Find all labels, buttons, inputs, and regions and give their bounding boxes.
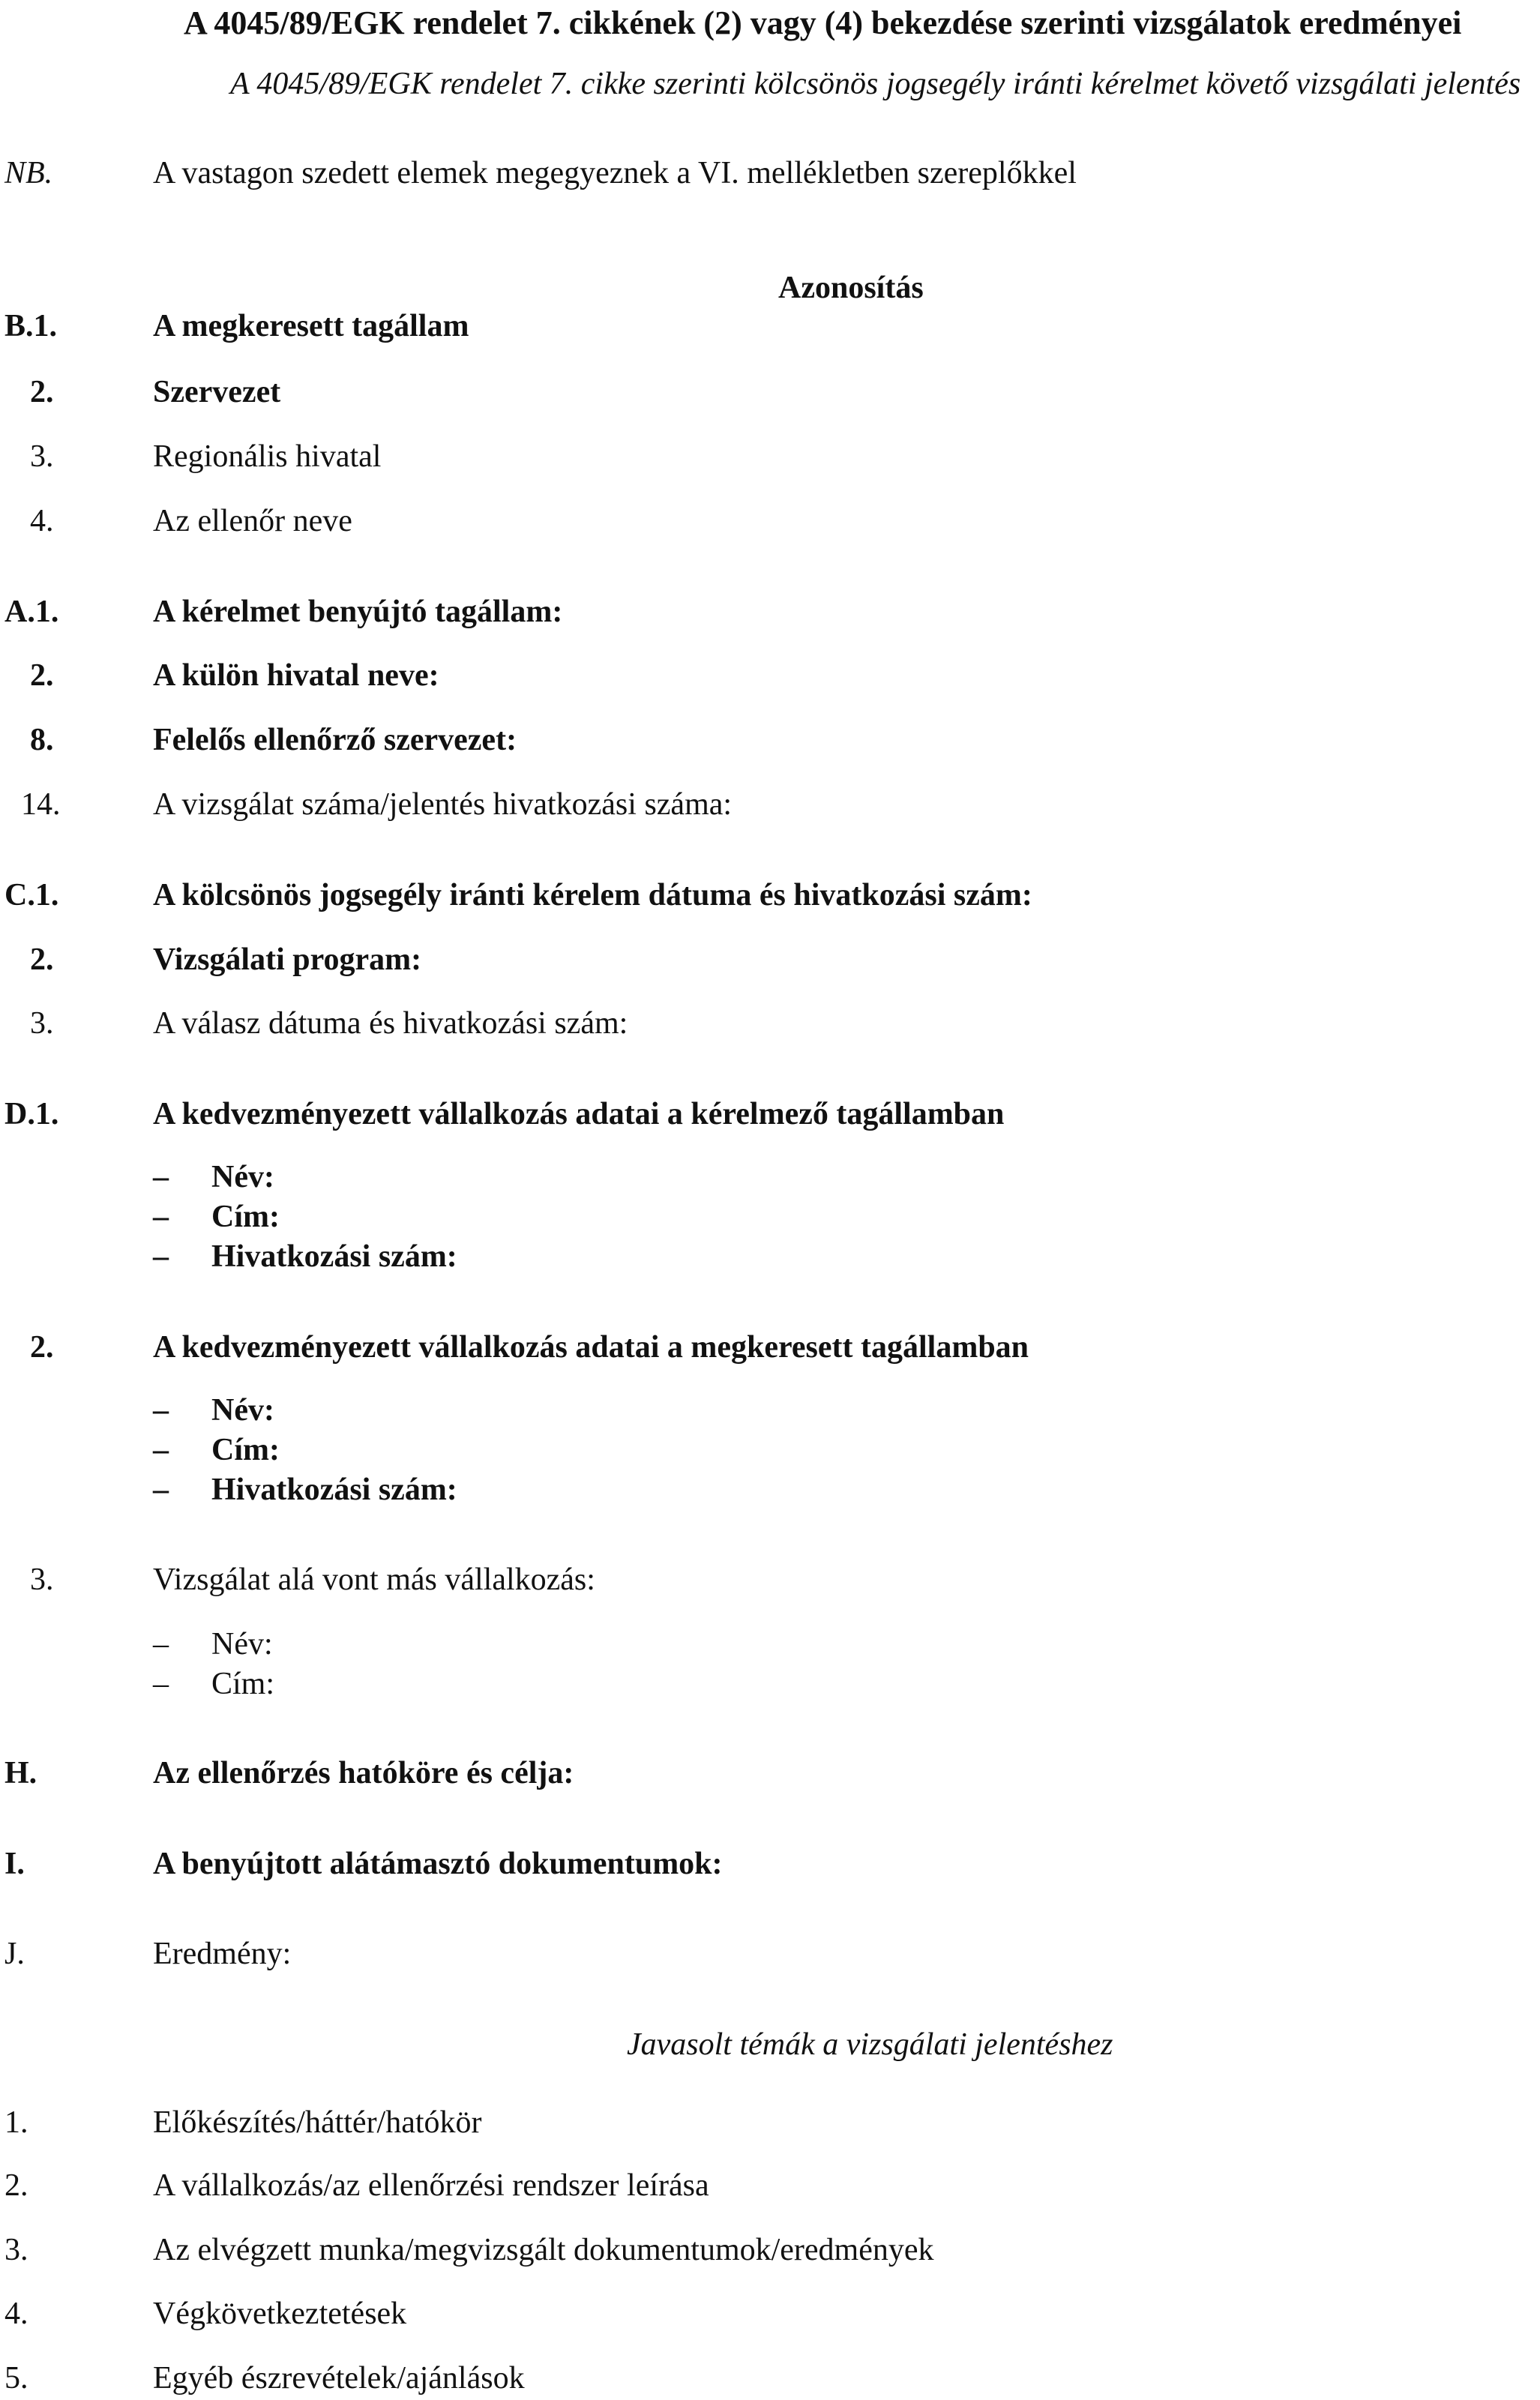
field-text: Regionális hivatal <box>153 439 382 474</box>
sub-item-text: Hivatkozási szám: <box>211 1239 457 1274</box>
field-text: A benyújtott alátámasztó dokumentumok: <box>153 1847 723 1881</box>
dash-bullet: – <box>153 1433 169 1467</box>
field-label: 2. <box>30 658 54 693</box>
topic-text: Egyéb észrevételek/ajánlások <box>153 2361 525 2396</box>
topic-text: Végkövetkeztetések <box>153 2297 407 2331</box>
note-text: A vastagon szedett elemek megegyeznek a VI. mellékletben szereplőkkel <box>153 156 1077 190</box>
sub-item-text: Cím: <box>211 1433 280 1467</box>
topic-number: 4. <box>4 2297 28 2331</box>
topic-text: Az elvégzett munka/megvizsgált dokumentumok/eredmények <box>153 2233 934 2267</box>
field-text: A kedvezményezett vállalkozás adatai a megkeresett tagállamban <box>153 1330 1029 1365</box>
topic-number: 5. <box>4 2361 28 2396</box>
document-title: A 4045/89/EGK rendelet 7. cikkének (2) vagy (4) bekezdése szerinti vizsgálatok eredményei <box>184 4 1462 41</box>
dash-bullet: – <box>153 1239 169 1274</box>
section-heading: Azonosítás <box>778 271 924 305</box>
field-label: 2. <box>30 1330 54 1365</box>
field-text: A válasz dátuma és hivatkozási szám: <box>153 1006 628 1041</box>
sub-item-text: Hivatkozási szám: <box>211 1473 457 1507</box>
sub-item-text: Cím: <box>211 1200 280 1234</box>
topics-heading: Javasolt témák a vizsgálati jelentéshez <box>627 2027 1113 2062</box>
document-subtitle: A 4045/89/EGK rendelet 7. cikke szerinti kölcsönös jogsegély iránti kérelmet követő vizsgálati jelentés <box>230 67 1521 101</box>
field-text: A kölcsönös jogsegély iránti kérelem dátuma és hivatkozási szám: <box>153 878 1032 912</box>
field-label: 3. <box>30 439 54 474</box>
field-label: 3. <box>30 1563 54 1597</box>
field-label: 3. <box>30 1006 54 1041</box>
field-text: A megkeresett tagállam <box>153 309 469 343</box>
field-label: C.1. <box>4 878 59 912</box>
field-text: Vizsgálat alá vont más vállalkozás: <box>153 1563 595 1597</box>
sub-item-text: Név: <box>211 1160 274 1194</box>
sub-item-text: Név: <box>211 1627 273 1661</box>
field-label: 4. <box>30 504 54 538</box>
dash-bullet: – <box>153 1160 169 1194</box>
field-label: I. <box>4 1847 25 1881</box>
field-label: A.1. <box>4 595 59 629</box>
topic-text: Előkészítés/háttér/hatókör <box>153 2105 482 2140</box>
field-label: 2. <box>30 942 54 977</box>
field-text: A kérelmet benyújtó tagállam: <box>153 595 563 629</box>
topic-number: 2. <box>4 2168 28 2203</box>
note-label: NB. <box>4 156 53 190</box>
dash-bullet: – <box>153 1200 169 1234</box>
field-label: J. <box>4 1937 25 1971</box>
field-text: A külön hivatal neve: <box>153 658 439 693</box>
field-text: A kedvezményezett vállalkozás adatai a kérelmező tagállamban <box>153 1097 1005 1131</box>
sub-item-text: Cím: <box>211 1667 275 1701</box>
field-text: Az ellenőrzés hatóköre és célja: <box>153 1756 574 1790</box>
field-label: 2. <box>30 375 54 409</box>
topic-text: A vállalkozás/az ellenőrzési rendszer leírása <box>153 2168 709 2203</box>
field-label: H. <box>4 1756 37 1790</box>
field-label: 8. <box>30 723 54 757</box>
field-text: Eredmény: <box>153 1937 292 1971</box>
dash-bullet: – <box>153 1667 169 1701</box>
sub-item-text: Név: <box>211 1393 274 1428</box>
field-text: Vizsgálati program: <box>153 942 422 977</box>
topic-number: 3. <box>4 2233 28 2267</box>
topic-number: 1. <box>4 2105 28 2140</box>
dash-bullet: – <box>153 1393 169 1428</box>
dash-bullet: – <box>153 1473 169 1507</box>
field-label: D.1. <box>4 1097 59 1131</box>
dash-bullet: – <box>153 1627 169 1661</box>
field-text: A vizsgálat száma/jelentés hivatkozási száma: <box>153 787 733 822</box>
field-label: B.1. <box>4 309 58 343</box>
field-text: Szervezet <box>153 375 281 409</box>
field-text: Felelős ellenőrző szervezet: <box>153 723 517 757</box>
field-label: 14. <box>21 787 61 822</box>
field-text: Az ellenőr neve <box>153 504 352 538</box>
